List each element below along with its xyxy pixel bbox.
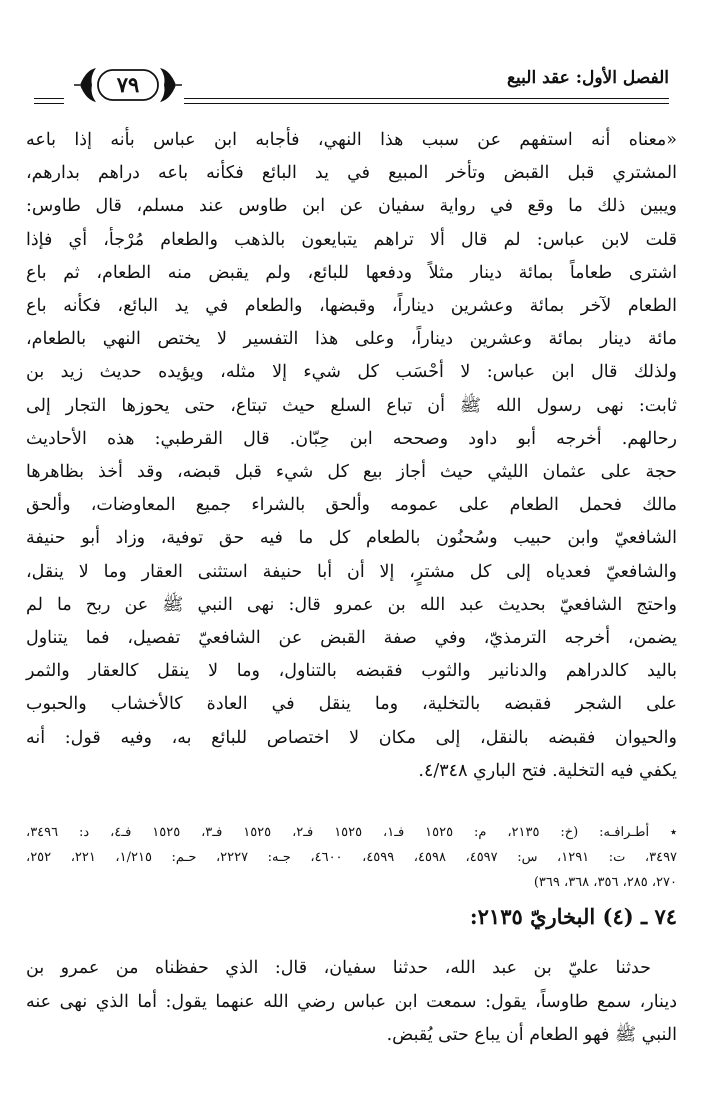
text-line: ولذلك قال ابن عباس: لا أحْسَب كل شيء إلا مثله، ويؤيده حديث زيد بن: [26, 362, 677, 383]
text-line: الشافعيّ وابن حبيب وسُحنُون بالطعام كل ما فيه حق توفية، وزاد أبو حنيفة: [26, 528, 677, 549]
text-line: ثابت: نهى رسول الله ﷺ أن تباع السلع حيث تبتاع، حتى يحوزها التجار إلى: [26, 395, 677, 416]
text-line: حجة على عثمان الليثي حيث أجاز بيع كل شيء قبل قبضه، وقد أخذ بظاهرها: [26, 462, 677, 483]
commentary-paragraph: [26, 124, 677, 788]
header-rule: [184, 103, 669, 104]
text-line: اشترى طعاماً بمائة دينار مثلاً ودفعها للبائع، ولم يقبض منه الطعام، ثم باع: [26, 262, 677, 283]
footnote-line: ٣٤٩٧، ت: ١٢٩١، س: ٤٥٩٧، ٤٥٩٨، ٤٥٩٩، ٤٦٠٠، جـه: ٢٢٢٧، حـم: ١/٢١٥، ٢٢١، ٢٥٢،: [26, 850, 678, 865]
text-line: رحالهم. أخرجه أبو داود وصححه ابن حِبّان. قال القرطبي: هذه الأحاديث: [26, 428, 677, 449]
hadith-line: حدثنا عليّ بن عبد الله، حدثنا سفيان، قال: الذي حفظناه من عمرو بن: [26, 958, 651, 978]
text-line: والحيوان فقبضه بالنقل، إلى مكان لا اختصاص للبائع به، وفيه قول: أنه: [26, 727, 677, 748]
footnote-line: ٭ أطـرافـه: (خ: ٢١٣٥، م: ١٥٢٥ فـ١، ١٥٢٥ فـ٢، ١٥٢٥ فـ٣، ١٥٢٥ فـ٤، د: ٣٤٩٦،: [26, 825, 678, 840]
text-line: قلت لابن عباس: لم قال ألا تراهم يتبايعون بالذهب والطعام مُرْجأ، أي فإذا: [26, 229, 677, 250]
text-line: باليد كالدراهم والدنانير والثوب فقبضه بالتناول، وما لا ينقل كالعقار والثمر: [26, 661, 677, 682]
text-line: مالك فحمل الطعام على عمومه وألحق بالشراء جميع المعاوضات، وألحق: [26, 495, 677, 516]
text-line: ويبين ذلك ما وقع في رواية سفيان عن ابن طاوس عند مسلم، قال طاوس:: [26, 196, 677, 217]
footnote-line: ٢٧٠، ٢٨٥، ٣٥٦، ٣٦٨، ٣٦٩): [533, 875, 677, 890]
text-line: «معناه أنه استفهم عن سبب هذا النهي، فأجابه ابن عباس بأنه إذا باعه: [26, 130, 677, 150]
page-number-ornament: [72, 62, 184, 108]
text-line: والشافعيّ فعدياه إلى كل مشترٍ، إلا أن أبا حنيفة استثنى العقار وما لا ينقل،: [26, 561, 677, 582]
hadith-text: [26, 952, 677, 1053]
hadith-line: دينار، سمع طاوساً، يقول: سمعت ابن عباس رضي الله عنهما يقول: أما الذي نهى عنه: [26, 991, 677, 1012]
hadith-heading: ٧٤ ـ (٤) البخاريّ ٢١٣٥:: [469, 904, 677, 929]
text-line: على الشجر فقبضه بالتخلية، وما ينقل في العادة كالأخشاب والحبوب: [26, 694, 677, 715]
header-rule: [34, 98, 64, 99]
text-line: يضمن، أخرجه الترمذيّ، وفي صفة القبض عن الشافعيّ تفصيل، فما يتناول: [26, 628, 677, 649]
text-line: المشتري قبل القبض وتأخر المبيع في يد البائع فكأنه باعه دراهم بدارهم،: [26, 163, 677, 184]
footnote: [26, 820, 677, 895]
header-rule: [184, 98, 669, 99]
page-header: [34, 58, 669, 114]
text-line: الطعام لآخر بمائة وعشرين ديناراً، وقبضها، والطعام في يد البائع، فكأنه باع: [26, 296, 677, 317]
page-number: ٧٩: [116, 72, 140, 97]
text-line: مائة دينار بمائة وعشرين ديناراً، وعلى هذا التفسير لا يختص النهي بالطعام،: [26, 329, 677, 350]
hadith-line: النبي ﷺ فهو الطعام أن يباع حتى يُقبض.: [386, 1025, 677, 1045]
text-line: يكفي فيه التخلية. فتح الباري ٤/٣٤٨.: [418, 760, 677, 781]
header-rule: [34, 103, 64, 104]
chapter-title: الفصل الأول: عقد البيع: [506, 68, 669, 88]
commentary-block: [26, 124, 677, 788]
text-line: واحتج الشافعيّ بحديث عبد الله بن عمرو قال: نهى النبي ﷺ عن ربح ما لم: [26, 594, 677, 615]
